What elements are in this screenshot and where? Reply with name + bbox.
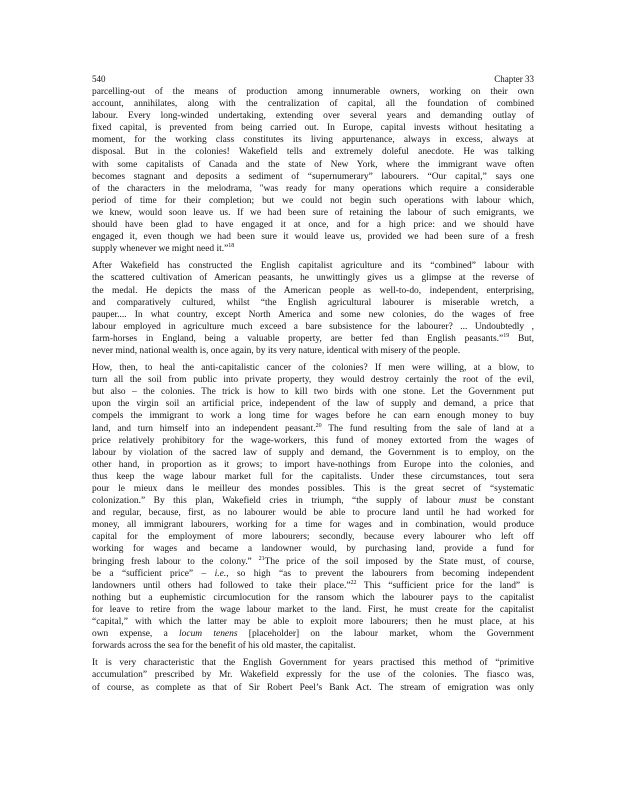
text-line: own expense, a locum tenens [placeholder] on the labour market, whom the Government bbox=[92, 629, 534, 640]
text-line: supply whenever we might need it.”$^{18}$ bbox=[92, 243, 235, 255]
text-line: account, annihilates, along with the centralization of capital, all the foundation of combined bbox=[92, 99, 534, 110]
book-page bbox=[92, 74, 534, 694]
text-line: After Wakefield has constructed the English capitalist agriculture and its “combined” labour with bbox=[92, 261, 534, 272]
text-line: land, and turn himself into an independent peasant.$^{20}$ The fund resulting from the sale of land at a bbox=[92, 422, 535, 434]
text-line: money, all immigrant labourers, working for a time for wages and in combination, would produce bbox=[92, 520, 534, 531]
text-line: How, then, to heal the anti-capitalistic cancer of the colonies? If men were willing, at a blow, to bbox=[92, 363, 534, 374]
chapter-label: Chapter 33 bbox=[494, 74, 534, 84]
text-line: other hand, in proportion as it grows; to import have-nothings from Europe into the colonies, and bbox=[92, 459, 534, 470]
paragraph bbox=[92, 362, 534, 652]
text-line: bringing fresh labour to the colony.” $^{21}$The price of the soil imposed by the State must, of course, bbox=[92, 555, 534, 567]
text-line: landowners until others had followed to take their place.”$^{22}$ This “sufficient price for the land” is bbox=[92, 579, 534, 591]
text-line: should have been glad to have engaged it at once, and for a high price: and we should have bbox=[92, 220, 534, 231]
text-line: disposal. But in the colonies! Wakefield tells and extremely doleful anecdote. He was talking bbox=[92, 147, 534, 158]
text-line: pour le mieux dans le meilleur des mondes possibles. This is the great secret of “systematic bbox=[92, 484, 534, 494]
text-line: capital for the employment of more labourers; secondly, because every labourer who left off bbox=[92, 532, 534, 543]
paragraph bbox=[92, 260, 534, 357]
text-line: compels the immigrant to work a long time for wages before he can earn enough money to buy bbox=[92, 411, 534, 422]
text-line: for leave to retire from the wage labour market to the land. First, he must create for the capitalist bbox=[92, 604, 534, 615]
text-line: turn all the soil from public into private property, they would destroy certainly the root of the evil, bbox=[92, 375, 534, 386]
text-line: labour employed in agriculture much exceed a bare subsistence for the labourer? ... Undoubtedly , bbox=[92, 321, 534, 332]
paragraph bbox=[92, 86, 534, 255]
text-line: accumulation” prescribed by Mr. Wakefield expressly for the use of the colonies. The fiasco was, bbox=[92, 670, 534, 681]
text-line: we knew, would soon leave us. If we had been sure of retaining the labour of such emigrants, we bbox=[92, 207, 534, 218]
text-line: of the characters in the melodrama, "was ready for many operations which require a considerable bbox=[92, 183, 534, 194]
text-line: pauper.... In what country, except North America and some new colonies, do the wages of free bbox=[92, 309, 534, 320]
page-number: 540 bbox=[92, 74, 106, 84]
text-line: engaged it, even though we had been sure it would leave us, provided we had been sure of a fresh bbox=[92, 232, 534, 243]
body-text bbox=[92, 86, 534, 694]
text-line: working for wages and became a landowner would, by purchasing land, provide a fund for bbox=[92, 544, 534, 555]
text-line: “capital,” with which the latter may be able to exploit more labourers; then he must place, at his bbox=[92, 617, 534, 628]
text-line: labour. Every long-winded undertaking, extending over several years and demanding outlay of bbox=[92, 111, 534, 122]
text-line: becomes stagnant and deposits a sediment of “supernumerary” labourers. “Our capital,” says one bbox=[92, 171, 534, 182]
text-line: but also – the colonies. The trick is how to kill two birds with one stone. Let the Government put bbox=[92, 387, 534, 398]
text-line: upon the virgin soil an artificial price, independent of the law of supply and demand, a price that bbox=[92, 399, 534, 410]
text-line: moment, for the working class constitutes its living appurtenance, always in excess, always at bbox=[92, 135, 534, 146]
text-line: period of time for their completion; but we could not begin such operations with labour which, bbox=[92, 195, 534, 206]
text-line: the medal. He depicts the mass of the American people as well-to-do, independent, enterprising, bbox=[92, 285, 534, 296]
text-line: price relatively prohibitory for the wage-workers, this fund of money extorted from the wages of bbox=[92, 435, 534, 446]
text-line: the scattered cultivation of American peasants, he unwittingly gives us a glimpse at the reverse of bbox=[92, 273, 534, 284]
paragraph bbox=[92, 657, 534, 693]
text-line: It is very characteristic that the English Government for years practised this method of “primitive bbox=[92, 658, 534, 669]
text-line: with some capitalists of Canada and the state of New York, where the immigrant wave often bbox=[92, 159, 534, 170]
text-line: parcelling-out of the means of production among innumerable owners, working on their own bbox=[92, 87, 534, 97]
text-line: labour by violation of the sacred law of supply and demand, the Government is to employ, on the bbox=[92, 447, 534, 458]
text-line: and comparatively cultured, whilst “the English agricultural labourer is miserable wretch, a bbox=[92, 297, 534, 308]
text-line: be a “sufficient price” – i.e., so high “as to prevent the labourers from becoming independent bbox=[92, 568, 534, 579]
text-line: forwards across the sea for the benefit of his old master, the capitalist. bbox=[92, 641, 356, 652]
text-line: and regular, because, first, as no labourer would be able to procure land until he had worked for bbox=[92, 508, 534, 519]
text-line: of course, as complete as that of Sir Robert Peel’s Bank Act. The stream of emigration was only bbox=[92, 682, 534, 693]
text-line: never mind, national wealth is, once again, by its very nature, identical with misery of the people. bbox=[92, 345, 461, 356]
text-line: thus keep the wage labour market full for the capitalists. Under these circumstances, tout sera bbox=[92, 471, 534, 482]
running-header bbox=[92, 74, 534, 85]
text-line: farm-horses in England, being a valuable property, are better fed than English peasants.”$^{19}$ But, bbox=[92, 332, 534, 344]
text-line: fixed capital, is prevented from being carried out. In Europe, capital invests without hesitating a bbox=[92, 123, 534, 134]
text-line: colonization.” By this plan, Wakefield cries in triumph, “the supply of labour must be constant bbox=[92, 496, 535, 507]
text-line: nothing but a euphemistic circumlocution for the ransom which the labourer pays to the capitalist bbox=[92, 592, 534, 603]
